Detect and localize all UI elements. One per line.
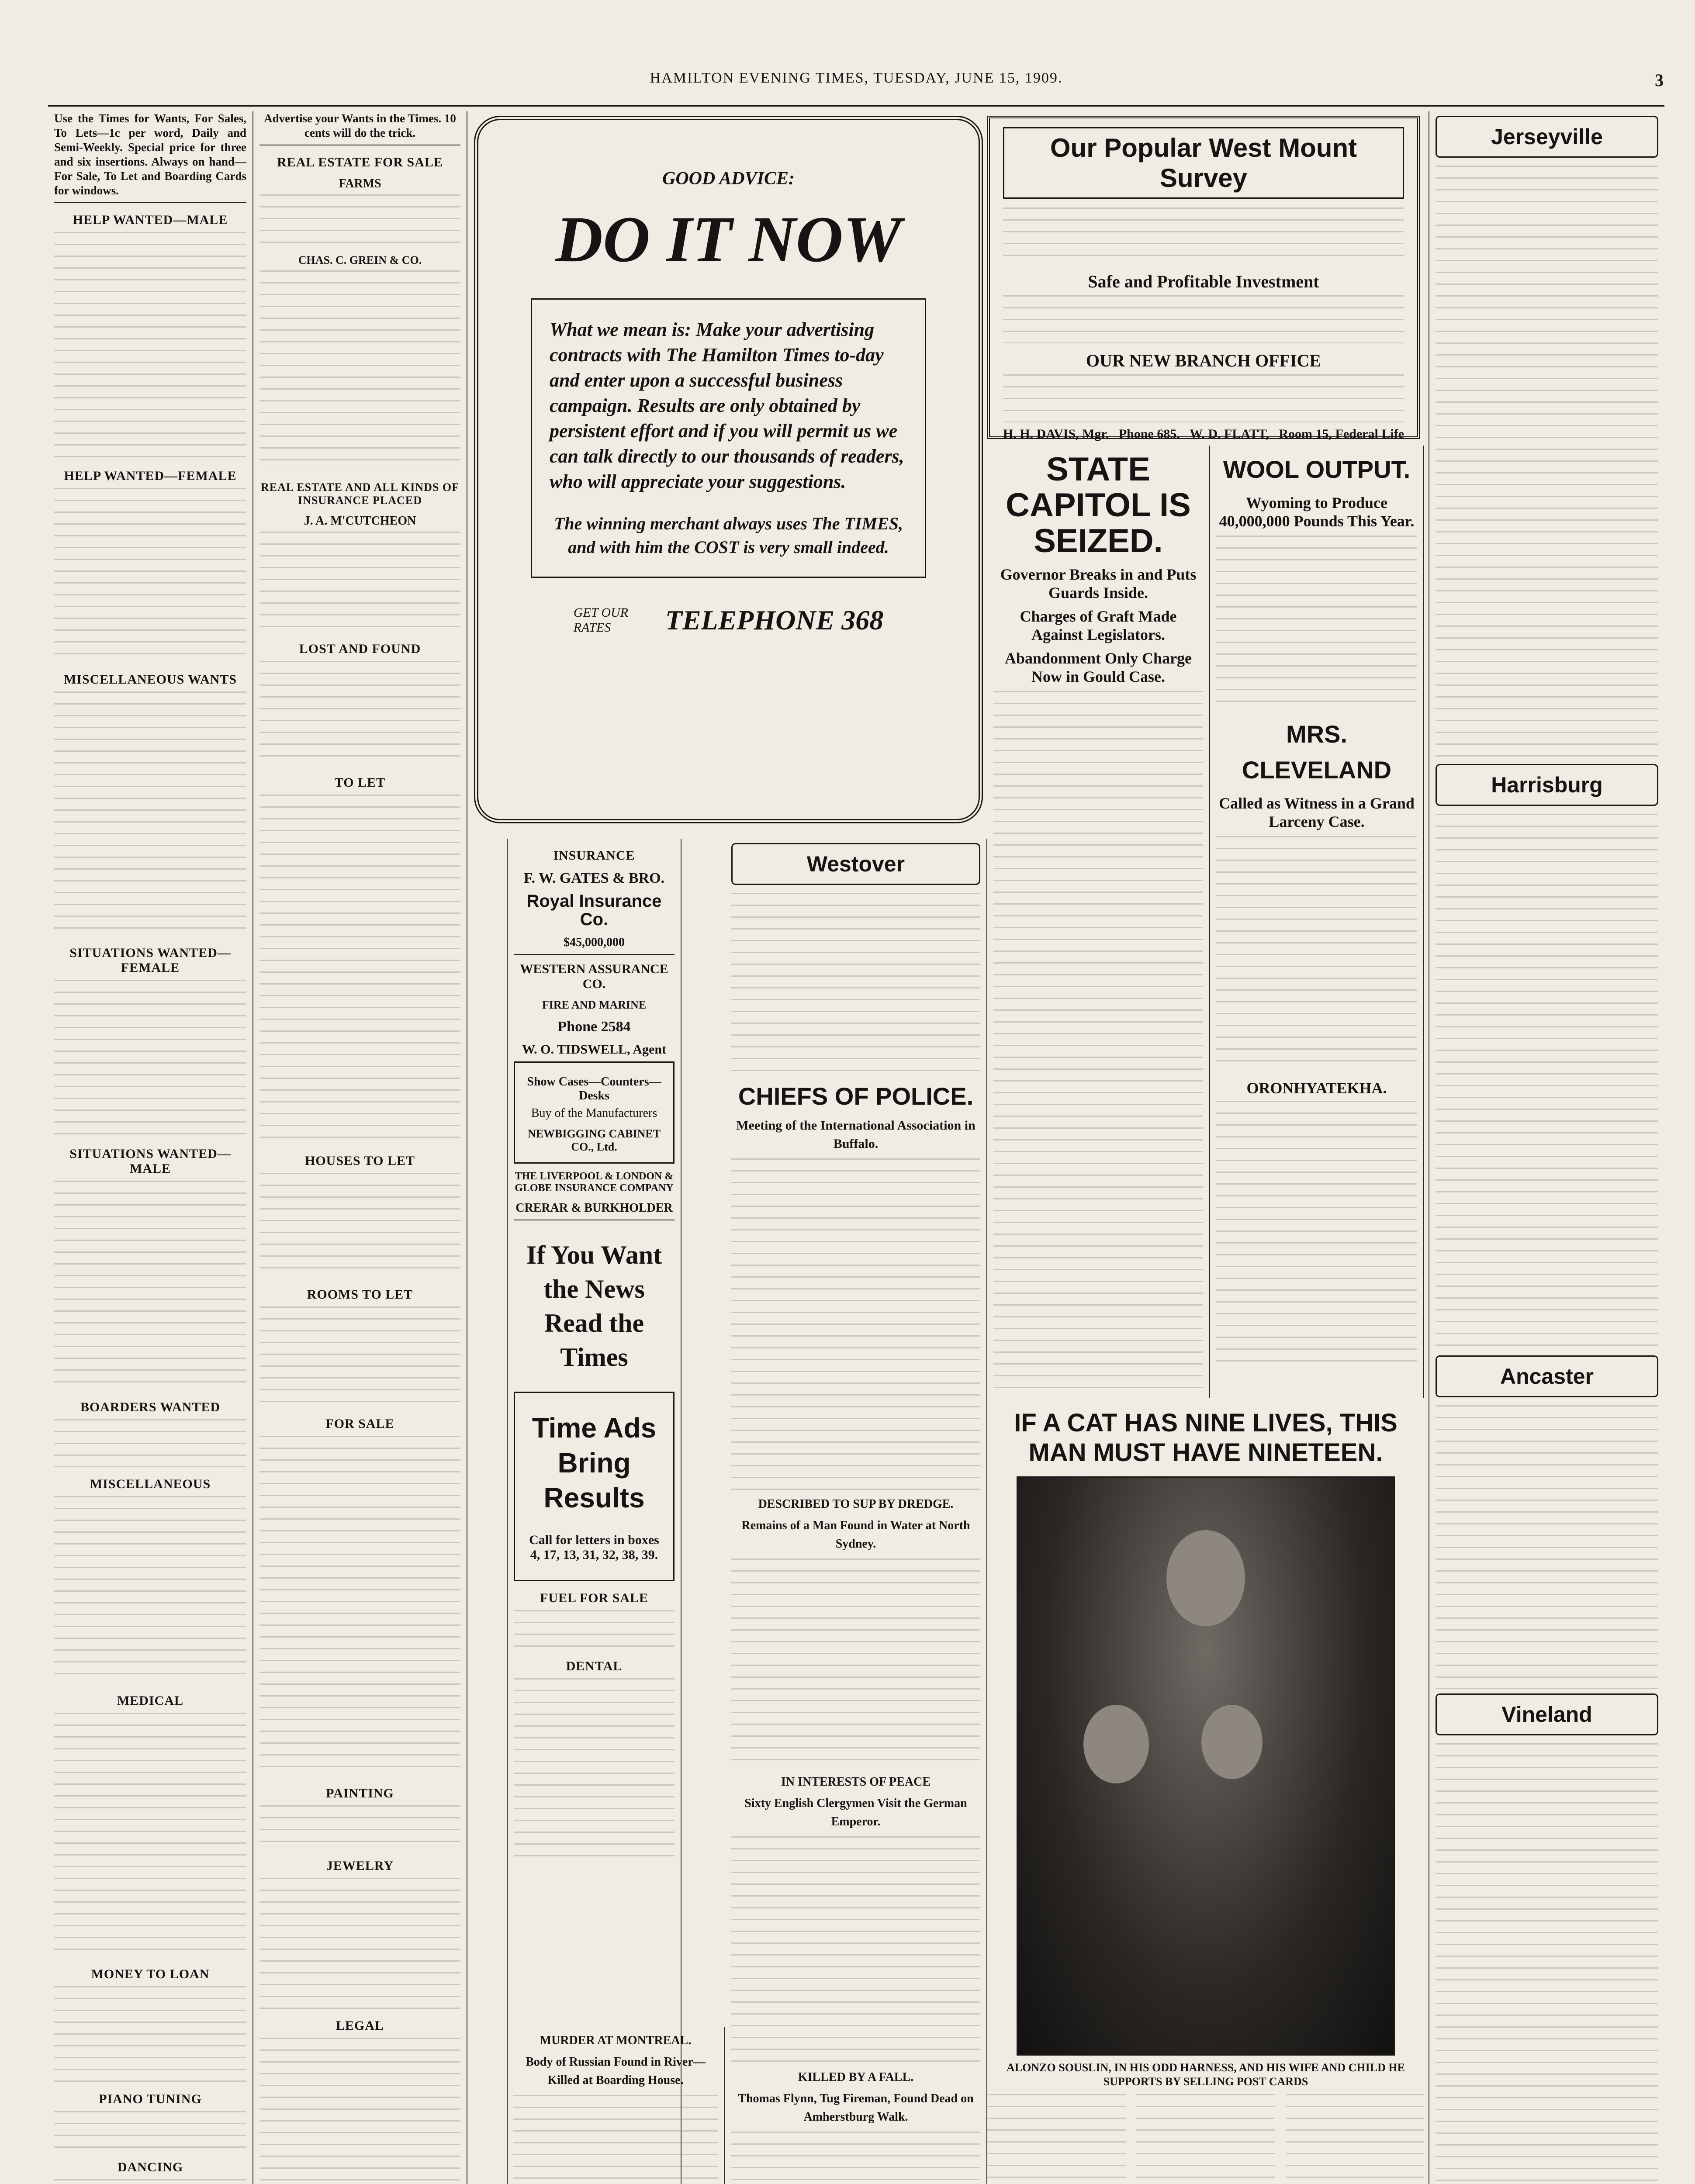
heading-situations-wanted-male: SITUATIONS WANTED—MALE	[69, 1147, 231, 1176]
tidswell-agent: W. O. TIDSWELL, Agent	[522, 1042, 667, 1057]
text-block	[259, 661, 460, 766]
western-phone: Phone 2584	[557, 1019, 631, 1035]
showcase-title: Show Cases—Counters—Desks	[527, 1075, 661, 1102]
capitol-subhead-1: Governor Breaks in and Puts Guards Inside.	[1000, 566, 1197, 601]
dredge-headline: DESCRIBED TO SUP BY DREDGE.	[758, 1497, 954, 1511]
heading-help-wanted-female: HELP WANTED—FEMALE	[64, 469, 237, 483]
text-block	[1216, 836, 1417, 1072]
ad-footer	[513, 604, 944, 636]
cat-caption: ALONZO SOUSLIN, IN HIS ODD HARNESS, AND HIS WIFE AND CHILD HE SUPPORTS BY SELLING POST CARDS	[1007, 2061, 1405, 2088]
dredge-subhead: Remains of a Man Found in Water at North Sydney.	[741, 1519, 970, 1551]
text-block	[1136, 2094, 1275, 2184]
masthead-title: HAMILTON EVENING TIMES, TUESDAY, JUNE 15, 1909.	[650, 70, 1063, 86]
survey-flatt: W. D. FLATT,	[1190, 427, 1270, 441]
heading-painting: PAINTING	[326, 1786, 394, 1800]
heading-medical: MEDICAL	[117, 1693, 183, 1708]
jerseyville-heading: Jerseyville	[1436, 116, 1658, 158]
ads-column	[507, 839, 681, 2184]
masthead	[48, 70, 1664, 105]
masthead-rule	[48, 105, 1664, 107]
heading-jewelry: JEWELRY	[326, 1859, 394, 1873]
text-block	[54, 1986, 246, 2082]
text-block	[1436, 1405, 1658, 1689]
newspaper-page	[48, 52, 1664, 2184]
time-ads-box	[514, 1392, 675, 1581]
heading-houses-to-let: HOUSES TO LET	[304, 1154, 415, 1168]
text-block	[731, 1158, 980, 1490]
text-block	[513, 2095, 718, 2184]
showcase-buy: Buy of the Manufacturers	[531, 1106, 657, 1120]
killed-subhead: Thomas Flynn, Tug Fireman, Found Dead on Amherstburg Walk.	[738, 2092, 974, 2124]
text-block	[54, 691, 246, 936]
heading-lost-and-found: LOST AND FOUND	[299, 642, 421, 656]
ad-rates: GET OUR RATES	[573, 605, 629, 635]
ad-title: DO IT NOW	[555, 203, 902, 276]
text-block	[259, 270, 460, 471]
text-block	[993, 691, 1203, 1390]
text-block	[54, 1713, 246, 1957]
heading-legal: LEGAL	[336, 2018, 384, 2033]
text-block	[1003, 374, 1404, 422]
wool-column	[1210, 446, 1424, 1398]
heading-real-estate-for-sale: REAL ESTATE FOR SALE	[277, 155, 443, 169]
if-you-want-ad: If You Want the News Read the Times	[526, 1241, 662, 1372]
advertise-intro: Advertise your Wants in the Times. 10 cents will do the trick.	[264, 112, 456, 139]
wool-subhead: Wyoming to Produce 40,000,000 Pounds This Year.	[1219, 494, 1415, 530]
ancaster-heading: Ancaster	[1436, 1355, 1658, 1397]
text-block	[1286, 2094, 1424, 2184]
text-block	[259, 795, 460, 1144]
classifieds-column-2	[253, 111, 467, 2184]
heading-farms: FARMS	[339, 177, 381, 190]
photo-figure	[1201, 1705, 1263, 1779]
ad-body: What we mean is: Make your advertising contracts with The Hamilton Times to-day and enter upon a successful business campaign. Results are only obtained by persistent effort and if you will permit us we can talk directly to our thousands of readers, who will appreciate your suggestions.	[550, 319, 904, 492]
capitol-headline: STATE CAPITOL IS SEIZED.	[1006, 451, 1191, 560]
heading-fuel-for-sale: FUEL FOR SALE	[540, 1591, 649, 1605]
agent-mcutcheon: J. A. M'CUTCHEON	[304, 514, 416, 528]
heading-real-estate-insurance: REAL ESTATE AND ALL KINDS OF INSURANCE PLACED	[261, 481, 459, 507]
survey-footer	[1003, 427, 1404, 442]
text-block	[731, 1836, 980, 2063]
text-block	[1216, 1101, 1417, 1363]
heading-dental: DENTAL	[566, 1659, 623, 1673]
text-block	[1436, 1743, 1658, 2184]
murder-headline: MURDER AT MONTREAL.	[540, 2034, 692, 2047]
cat-article	[987, 1402, 1424, 2184]
text-block	[54, 1496, 246, 1684]
heading-for-sale: FOR SALE	[325, 1417, 394, 1431]
text-block	[259, 1805, 460, 1849]
text-block	[1436, 166, 1658, 760]
ad-kicker: GOOD ADVICE:	[662, 169, 795, 189]
survey-room: Room 15, Federal Life	[1279, 427, 1404, 441]
text-block	[1436, 814, 1658, 1351]
text-block	[259, 532, 460, 632]
time-ads-title: Time Ads Bring Results	[532, 1412, 657, 1514]
text-block	[514, 1610, 675, 1649]
royal-assets: $45,000,000	[564, 936, 625, 949]
murder-article	[507, 2027, 725, 2184]
peace-subhead: Sixty English Clergymen Visit the German Emperor.	[744, 1797, 967, 1828]
text-block	[54, 2179, 246, 2184]
cleveland-headline: MRS. CLEVELAND	[1242, 720, 1392, 784]
ad-body-box	[531, 298, 926, 578]
cat-headline: IF A CAT HAS NINE LIVES, THIS MAN MUST HAVE NINETEEN.	[1014, 1409, 1398, 1467]
do-it-now-ad	[474, 116, 983, 832]
showcase-ad	[514, 1061, 675, 1164]
photo-figure	[1166, 1530, 1245, 1626]
text-block	[259, 194, 460, 247]
souslin-photo	[1017, 1476, 1395, 2056]
survey-davis: H. H. DAVIS, Mgr.	[1003, 427, 1109, 441]
survey-safe: Safe and Profitable Investment	[1088, 272, 1319, 291]
text-block	[54, 488, 246, 663]
harrisburg-heading: Harrisburg	[1436, 764, 1658, 806]
chiefs-headline: CHIEFS OF POLICE.	[738, 1082, 974, 1110]
peace-headline: IN INTERESTS OF PEACE	[781, 1775, 931, 1789]
wants-intro: Use the Times for Wants, For Sales, To Lets—1c per word, Daily and Semi-Weekly. Special price for three and six insertions. Always on hand—For Sale, To Let and Boarding Cards for windows.	[54, 112, 246, 197]
heading-miscellaneous-wants: MISCELLANEOUS WANTS	[63, 672, 237, 687]
text-block	[259, 1173, 460, 1278]
gates-bro: F. W. GATES & BRO.	[523, 870, 665, 886]
oronhyatekha-headline: ORONHYATEKHA.	[1246, 1079, 1387, 1097]
ornamental-frame	[474, 116, 983, 823]
ad-telephone: TELEPHONE 368	[665, 605, 884, 636]
chiefs-subhead: Meeting of the International Association in Buffalo.	[736, 1118, 975, 1151]
text-block	[259, 1306, 460, 1407]
classifieds-column-1	[48, 111, 253, 2184]
heading-help-wanted-male: HELP WANTED—MALE	[73, 213, 228, 227]
cleveland-subhead: Called as Witness in a Grand Larceny Case.	[1219, 795, 1415, 830]
survey-phone: Phone 685.	[1118, 427, 1180, 441]
fire-and-marine: FIRE AND MARINE	[542, 999, 647, 1011]
text-block	[1003, 207, 1404, 264]
ad-body-2: The winning merchant always uses The TIMES, and with him the COST is very small indeed.	[553, 514, 903, 557]
western-assurance: WESTERN ASSURANCE CO.	[520, 962, 668, 991]
capitol-article	[987, 446, 1210, 1398]
cat-body	[987, 2094, 1424, 2184]
survey-branch: OUR NEW BRANCH OFFICE	[1086, 351, 1321, 370]
letter-boxes: 4, 17, 13, 31, 32, 38, 39.	[530, 1548, 658, 1562]
news-column-westover	[725, 839, 987, 2184]
survey-title: Our Popular West Mount Survey	[1003, 127, 1404, 199]
text-block	[259, 1878, 460, 2009]
text-block	[514, 1678, 675, 1862]
photo-figure	[1083, 1705, 1149, 1783]
heading-piano-tuning: PIANO TUNING	[99, 2092, 202, 2106]
page-number: 3	[1655, 70, 1664, 90]
text-block	[1216, 536, 1417, 710]
royal-insurance: Royal Insurance Co.	[526, 892, 662, 929]
heading-miscellaneous: MISCELLANEOUS	[90, 1477, 211, 1491]
text-block	[259, 2038, 460, 2184]
heading-rooms-to-let: ROOMS TO LET	[307, 1287, 413, 1302]
text-block	[731, 1559, 980, 1768]
vineland-heading: Vineland	[1436, 1693, 1658, 1735]
text-block	[54, 232, 246, 459]
call-for-letters: Call for letters in boxes	[529, 1533, 659, 1547]
text-block	[259, 1436, 460, 1776]
heading-insurance: INSURANCE	[553, 848, 635, 863]
text-block	[987, 2094, 1126, 2184]
text-block	[54, 1419, 246, 1467]
heading-money-to-loan: MONEY TO LOAN	[91, 1967, 210, 1981]
heading-situations-wanted-female: SITUATIONS WANTED—FEMALE	[69, 946, 231, 975]
crerar-burkholder: CRERAR & BURKHOLDER	[515, 1201, 673, 1215]
text-block	[1003, 295, 1404, 343]
wool-headline: WOOL OUTPUT.	[1223, 456, 1411, 483]
killed-headline: KILLED BY A FALL.	[798, 2070, 914, 2084]
liverpool-insurance: THE LIVERPOOL & LONDON & GLOBE INSURANCE COMPANY	[515, 1171, 674, 1194]
west-mount-survey-ad	[987, 116, 1420, 439]
text-block	[54, 1181, 246, 1390]
heading-to-let: TO LET	[334, 775, 386, 790]
capitol-subhead-3: Abandonment Only Charge Now in Gould Case.	[1004, 650, 1192, 685]
text-block	[731, 2132, 980, 2184]
text-block	[54, 980, 246, 1137]
text-block	[731, 893, 980, 1076]
heading-boarders-wanted: BOARDERS WANTED	[80, 1400, 221, 1414]
heading-dancing: DANCING	[117, 2160, 183, 2174]
local-news-column	[1429, 111, 1664, 2184]
westover-heading: Westover	[731, 843, 980, 885]
murder-subhead: Body of Russian Found in River—Killed at Boarding House.	[526, 2055, 706, 2087]
capitol-subhead-2: Charges of Graft Made Against Legislators.	[1020, 608, 1177, 643]
newbigging-name: NEWBIGGING CABINET CO., Ltd.	[527, 1127, 661, 1153]
agent-grein: CHAS. C. GREIN & CO.	[298, 254, 422, 266]
text-block	[54, 2111, 246, 2150]
